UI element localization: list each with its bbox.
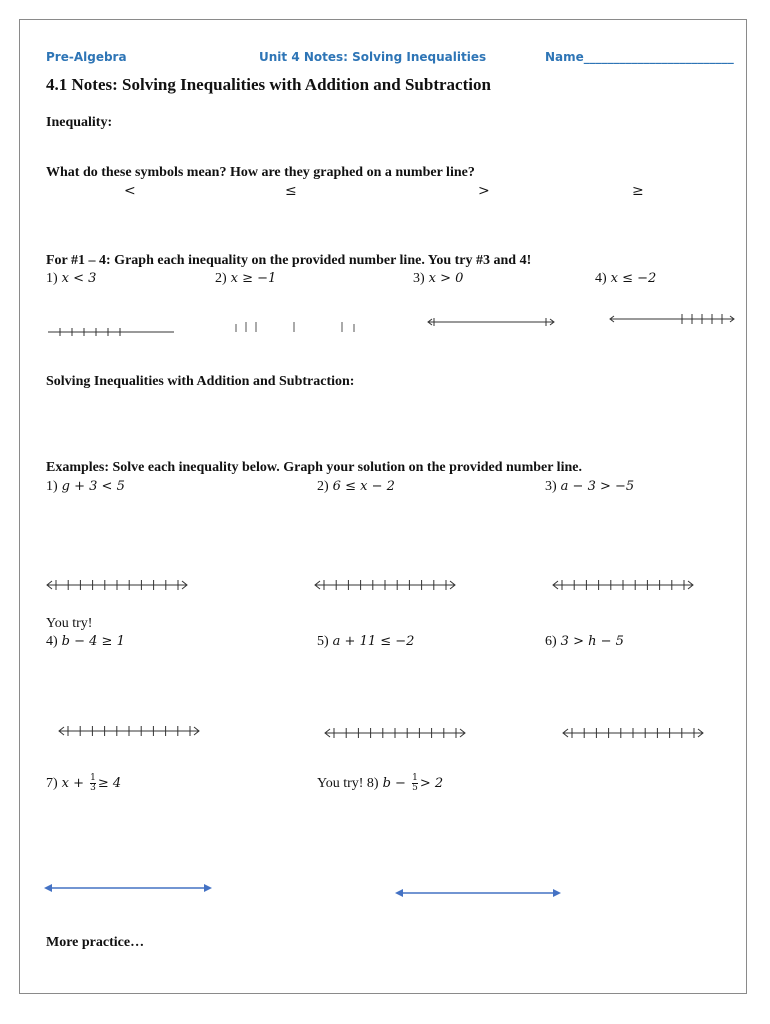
you-try-label: You try! — [46, 616, 93, 631]
course-label: Pre-Algebra — [46, 50, 127, 64]
example-7: 7) x + $\frac{1}{3}$ ≥ 4 — [46, 773, 122, 793]
example-5: 5) a + 11 ≤ −2 — [317, 634, 415, 649]
symbol-less-equal: ≤ — [285, 183, 297, 199]
symbol-less-than: < — [124, 183, 136, 199]
number-line-example-2[interactable] — [314, 576, 456, 594]
blue-number-line-8[interactable] — [395, 886, 561, 900]
more-practice-label: More practice… — [46, 935, 145, 950]
graph-item-3: 3) x > 0 — [413, 271, 464, 286]
name-field[interactable]: Name_________________________ — [545, 50, 734, 64]
number-line-example-3[interactable] — [552, 576, 694, 594]
examples-instruction: Examples: Solve each inequality below. Graph your solution on the provided number line. — [46, 460, 582, 475]
unit-label: Unit 4 Notes: Solving Inequalities — [259, 50, 487, 64]
example-2: 2) 6 ≤ x − 2 — [317, 479, 395, 494]
number-line-2[interactable] — [230, 320, 362, 340]
example-1: 1) g + 3 < 5 — [46, 479, 125, 494]
symbol-greater-equal: ≥ — [632, 183, 644, 199]
number-line-1[interactable] — [46, 322, 176, 342]
graph-item-1: 1) x < 3 — [46, 271, 97, 286]
graph-instruction: For #1 – 4: Graph each inequality on the provided number line. You try #3 and 4! — [46, 253, 532, 268]
number-line-3[interactable] — [426, 314, 556, 334]
inequality-label: Inequality: — [46, 115, 113, 130]
example-6: 6) 3 > h − 5 — [545, 634, 624, 649]
symbol-greater-than: > — [478, 183, 490, 199]
number-line-example-6[interactable] — [562, 724, 704, 742]
fraction-one-third: $\frac{1}{3}$ — [90, 773, 96, 793]
example-4: 4) b − 4 ≥ 1 — [46, 634, 125, 649]
fraction-one-fifth: $\frac{1}{5}$ — [412, 773, 418, 793]
example-3: 3) a − 3 > −5 — [545, 479, 635, 494]
symbols-question: What do these symbols mean? How are they graphed on a number line? — [46, 165, 475, 180]
example-8: You try! 8) b − $\frac{1}{5}$ > 2 — [317, 773, 444, 793]
number-line-example-5[interactable] — [324, 724, 466, 742]
graph-item-2: 2) x ≥ −1 — [215, 271, 277, 286]
graph-item-4: 4) x ≤ −2 — [595, 271, 657, 286]
number-line-4[interactable] — [608, 311, 736, 331]
blue-number-line-7[interactable] — [44, 881, 212, 895]
number-line-example-4[interactable] — [58, 722, 200, 740]
number-line-example-1[interactable] — [46, 576, 188, 594]
page-title: 4.1 Notes: Solving Inequalities with Addition and Subtraction — [46, 75, 491, 94]
solving-heading: Solving Inequalities with Addition and Subtraction: — [46, 374, 355, 389]
